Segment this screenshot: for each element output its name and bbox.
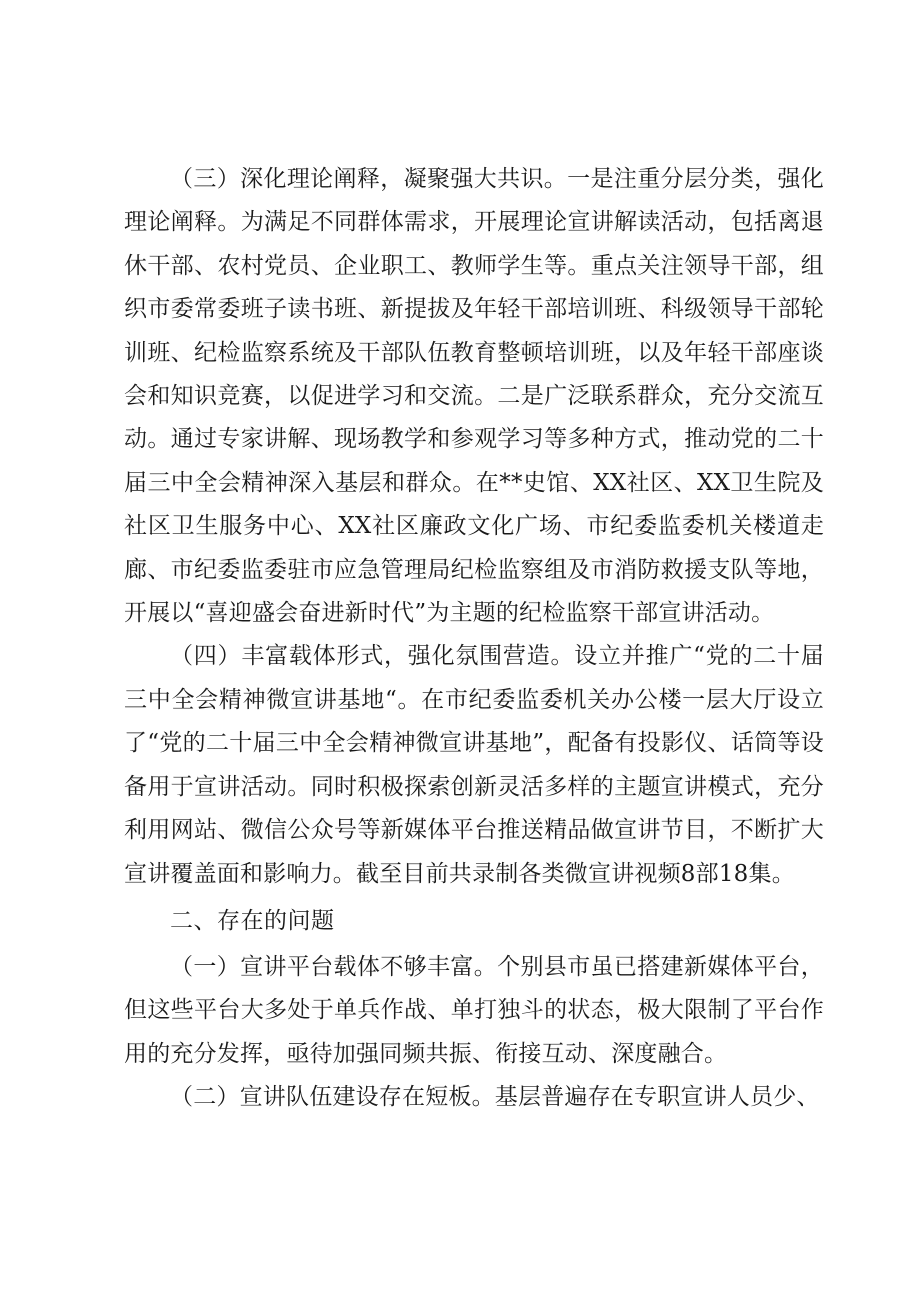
paragraph-section-4-carrier: （四）丰富载体形式，强化氛围营造。设立并推广“党的二十届三中全会精神微宣讲基地“。在市纪委监委机关办公楼一层大厅设立了“党的二十届三中全会精神微宣讲基地”，配备有投影仪、话筒等设备用于宣讲活动。同时积极探索创新灵活多样的主题宣讲模式，充分利用网站、微信公众号等新媒体平台推送精品做宣讲节目，不断扩大宣讲覆盖面和影响力。截至目前共录制各类微宣讲视频8部18集。 [124,643,824,887]
paragraph-problem-2-team: （二）宣讲队伍建设存在短板。基层普遍存在专职宣讲人员少、 [170,1084,820,1111]
section-heading-problems: 二、存在的问题 [170,907,335,934]
paragraph-section-3-theory: （三）深化理论阐释，凝聚强大共识。一是注重分层分类，强化理论阐释。为满足不同群体需求，开展理论宣讲解读活动，包括离退休干部、农村党员、企业职工、教师学生等。重点关注领导干部，组织市委常委班子读书班、新提拔及年轻干部培训班、科级领导干部轮训班、纪检监察系统及干部队伍教育整顿培训班，以及年轻干部座谈会和知识竞赛，以促进学习和交流。二是广泛联系群众，充分交流互动。通过专家讲解、现场教学和参观学习等多种方式，推动党的二十届三中全会精神深入基层和群众。在**史馆、XX社区、XX卫生院及社区卫生服务中心、XX社区廉政文化广场、市纪委监委机关楼道走廊、市纪委监委驻市应急管理局纪检监察组及市消防救援支队等地，开展以“喜迎盛会奋进新时代”为主题的纪检监察干部宣讲活动。 [124,166,824,627]
document-body [124,158,824,1120]
paragraph-problem-1-platform: （一）宣讲平台载体不够丰富。个别县市虽已搭建新媒体平台，但这些平台大多处于单兵作战、单打独斗的状态，极大限制了平台作用的充分发挥，亟待加强同频共振、衔接互动、深度融合。 [124,953,824,1067]
